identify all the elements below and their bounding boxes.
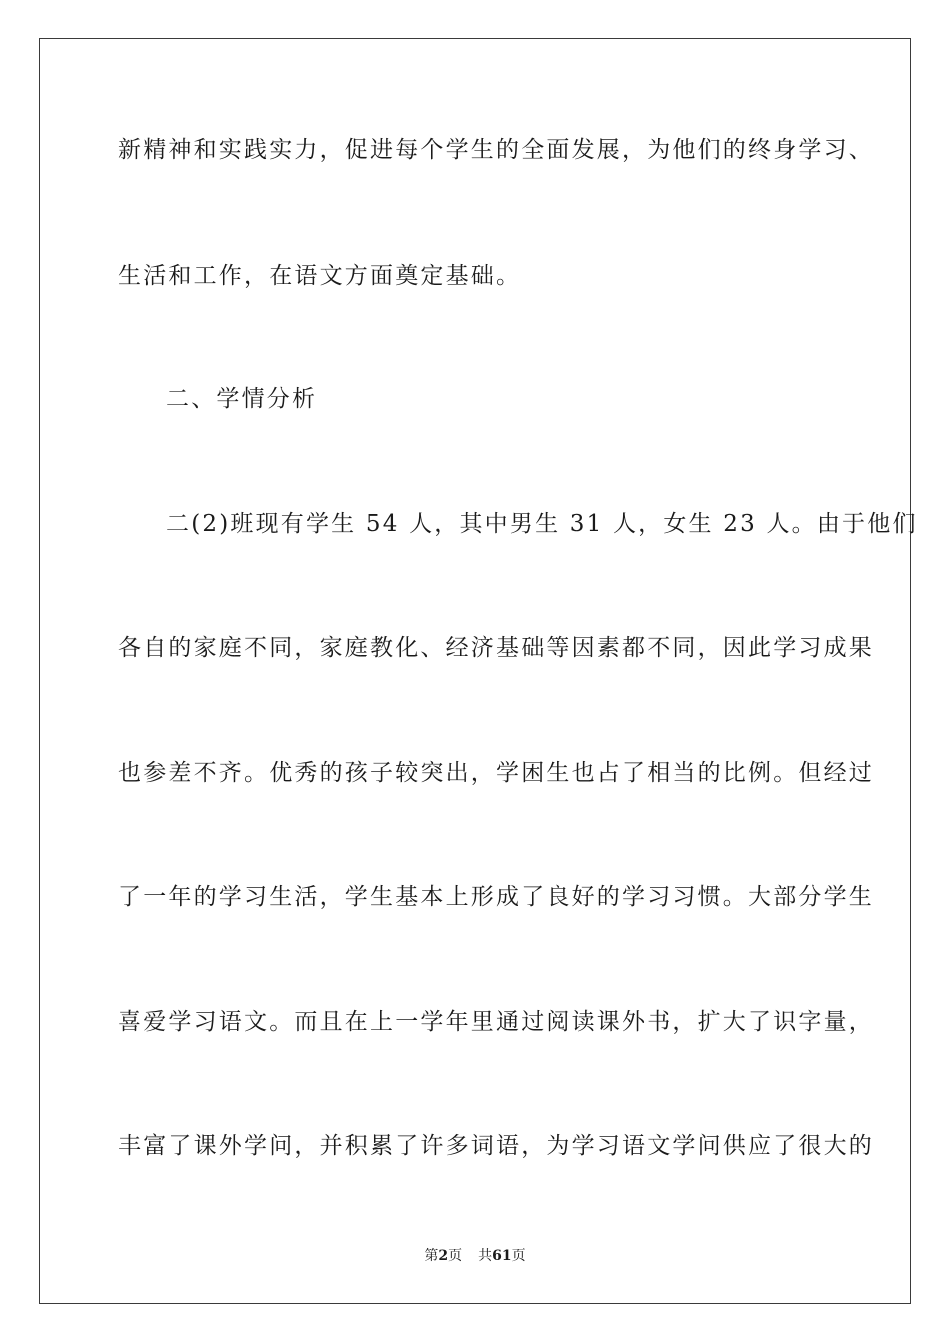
section-heading: 二、学情分析 [166,386,318,412]
body-line-1: 新精神和实践实力，促进每个学生的全面发展，为他们的终身学习、 [118,137,874,163]
page-suffix: 页 [448,1248,463,1264]
current-page-number: 2 [438,1248,449,1264]
body-line-8: 丰富了课外学问，并积累了许多词语，为学习语文学问供应了很大的 [118,1133,874,1159]
body-line-7: 喜爱学习语文。而且在上一学年里通过阅读课外书，扩大了识字量， [118,1009,874,1035]
total-page-number: 61 [492,1248,512,1264]
total-prefix: 共 [478,1248,493,1264]
body-line-4: 各自的家庭不同，家庭教化、经济基础等因素都不同，因此学习成果 [118,635,874,661]
total-suffix: 页 [511,1248,526,1264]
page-prefix: 第 [424,1248,439,1264]
body-line-5: 也参差不齐。优秀的孩子较突出，学困生也占了相当的比例。但经过 [118,760,874,786]
page-footer [0,1247,950,1265]
page-frame [39,38,918,1304]
body-line-2: 生活和工作，在语文方面奠定基础。 [118,263,522,289]
body-line-6: 了一年的学习生活，学生基本上形成了良好的学习习惯。大部分学生 [118,884,874,910]
body-line-3: 二(2)班现有学生 54 人，其中男生 31 人，女生 23 人。由于他们 [166,511,918,537]
